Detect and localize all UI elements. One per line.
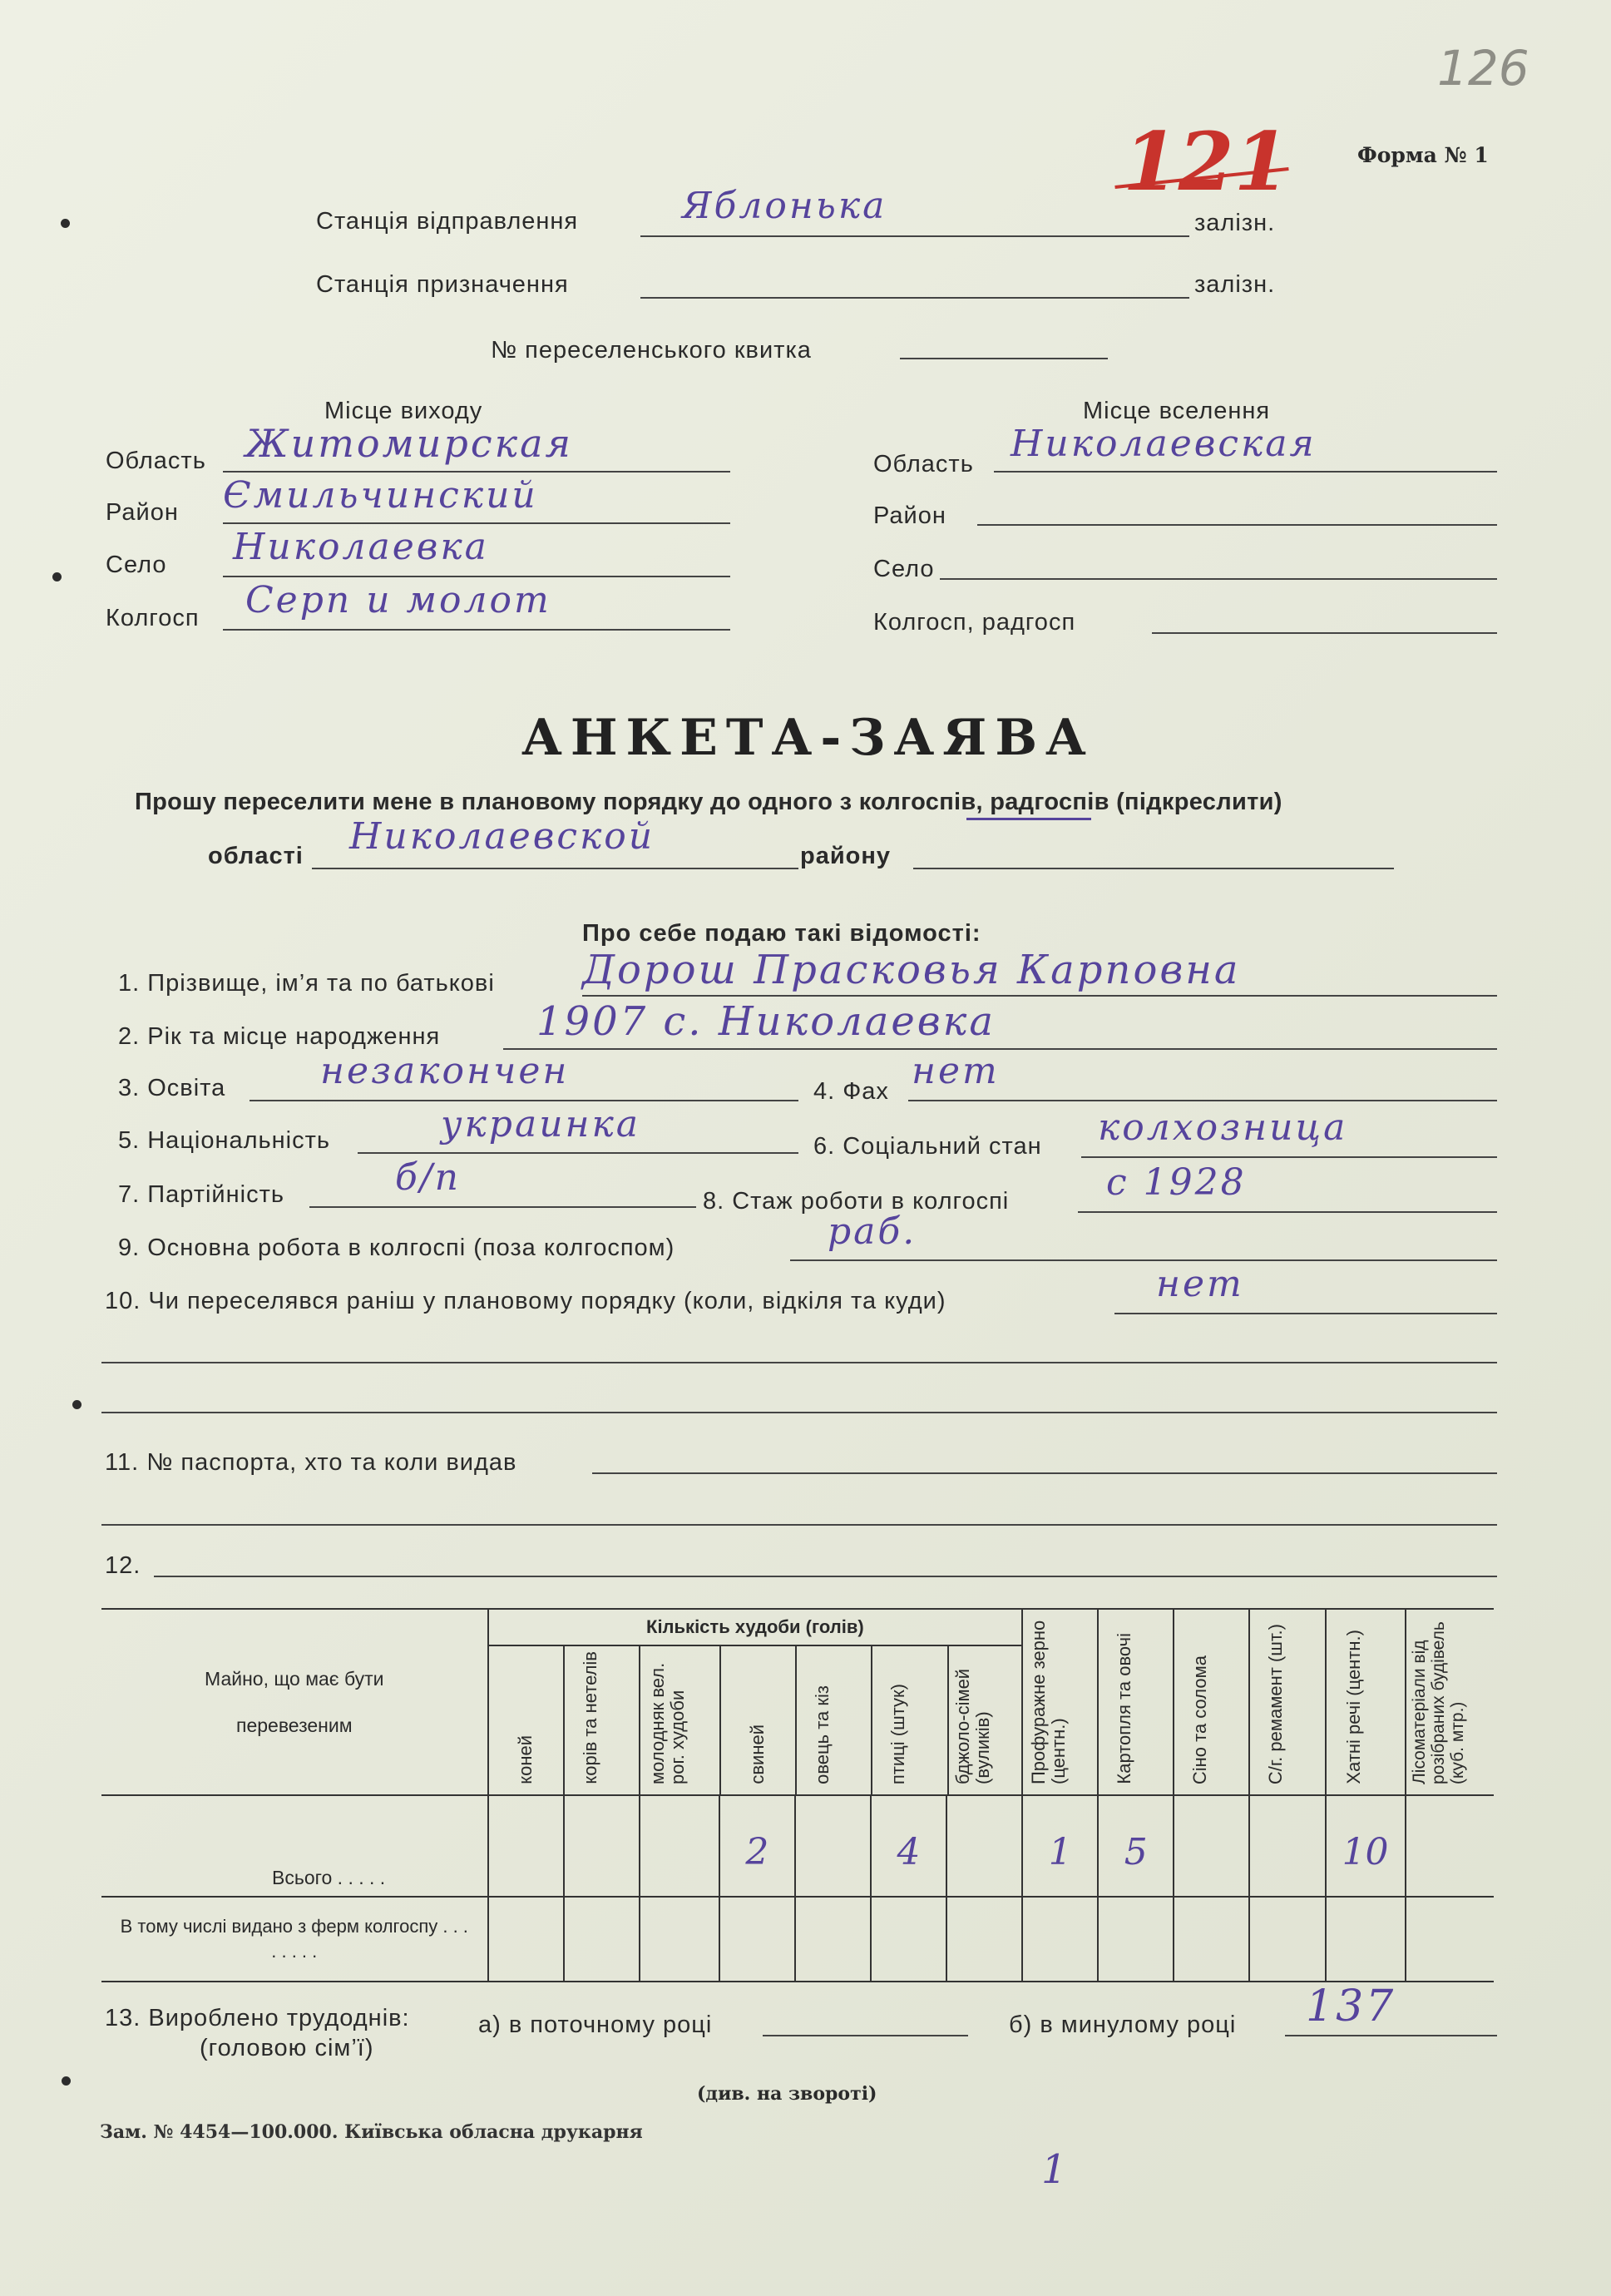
- table-row-total: [101, 1795, 1494, 1897]
- form-title: АНКЕТА-ЗАЯВА: [521, 709, 1095, 767]
- table-cell: [871, 1897, 946, 1982]
- field-6-line: [1081, 1156, 1497, 1158]
- ticket-line: [900, 358, 1108, 359]
- table-cell: [1174, 1795, 1249, 1897]
- ticket-label: № переселенського квитка: [491, 337, 812, 364]
- field-3-label: 3. Освіта: [118, 1075, 226, 1101]
- table-header-row: [101, 1609, 1494, 1795]
- field-6-label: 6. Соціальний стан: [813, 1133, 1042, 1160]
- destination-selo-label: Село: [873, 556, 935, 582]
- station-departure-value: Яблонька: [682, 185, 887, 227]
- table-cell: [1249, 1795, 1325, 1897]
- workdays-past-line: [1285, 2035, 1497, 2036]
- destination-kolhosp-line: [1152, 632, 1497, 634]
- workdays-current-label: а) в поточному році: [478, 2011, 713, 2038]
- field-12-line: [154, 1576, 1497, 1577]
- table-cell: 10: [1326, 1795, 1406, 1897]
- destination-selo-line: [940, 578, 1497, 580]
- field-9-line: [790, 1259, 1497, 1261]
- field-8-value: с 1928: [1106, 1161, 1247, 1204]
- field-5-value: украинка: [441, 1103, 641, 1146]
- field-2-label: 2. Рік та місце народження: [118, 1023, 441, 1050]
- col-header: бджоло-сімей (вуликів): [952, 1668, 994, 1784]
- table-cell: 1: [1022, 1795, 1098, 1897]
- archive-number: 126: [1437, 40, 1529, 96]
- destination-raion-label: Район: [873, 502, 946, 529]
- workdays-current-line: [763, 2035, 968, 2036]
- field-4-label: 4. Фах: [813, 1078, 889, 1105]
- request-oblast-value: Николаевской: [349, 815, 655, 858]
- station-destination-line: [640, 297, 1189, 299]
- destination-heading: Місце вселення: [1083, 398, 1271, 424]
- table-cell: [1406, 1897, 1494, 1982]
- livestock-subheaders: [489, 1646, 1022, 1794]
- col-header: свиней: [721, 1646, 797, 1794]
- col-header: коней: [489, 1646, 565, 1794]
- field-9-label: 9. Основна робота в колгоспі (поза колгоспом): [118, 1235, 675, 1261]
- col-header: овець та кіз: [797, 1646, 872, 1794]
- origin-selo-value: Николаевка: [233, 526, 489, 568]
- table-cell: [946, 1795, 1022, 1897]
- row-header-text: Майно, що має бути перевезеним: [205, 1668, 384, 1736]
- station-departure-line: [640, 235, 1189, 237]
- origin-raion-label: Район: [106, 499, 179, 526]
- field-7-label: 7. Партійність: [118, 1181, 284, 1208]
- request-line: Прошу переселити мене в плановому порядку до одного з колгоспів, радгоспів (підкреслити): [135, 789, 1282, 815]
- origin-heading: Місце виходу: [324, 398, 483, 424]
- request-raion-line: [913, 868, 1394, 869]
- field-10-extra-line: [101, 1362, 1497, 1363]
- row-header-cell: [101, 1609, 488, 1795]
- destination-oblast-value: Николаевская: [1011, 423, 1317, 465]
- table-cell: [564, 1795, 640, 1897]
- origin-raion-line: [223, 522, 730, 524]
- property-table: [101, 1608, 1494, 1982]
- field-6-value: колхозница: [1098, 1106, 1348, 1149]
- field-12-label: 12.: [105, 1552, 141, 1579]
- table-cell: [640, 1897, 719, 1982]
- table-cell: [946, 1897, 1022, 1982]
- livestock-group-label: Кількість худоби (голів): [489, 1610, 1022, 1646]
- destination-oblast-label: Область: [873, 451, 974, 478]
- col-header: Сіно та солома: [1174, 1609, 1249, 1795]
- field-11-label: 11. № паспорта, хто та коли видав: [105, 1449, 517, 1476]
- form-label: Форма № 1: [1357, 143, 1489, 167]
- table-cell: [795, 1795, 871, 1897]
- punch-hole: [62, 2076, 71, 2086]
- workdays-label: 13. Вироблено трудоднів:: [105, 2005, 410, 2031]
- origin-oblast-label: Область: [106, 448, 206, 474]
- table-cell: [719, 1897, 795, 1982]
- farm-label-cell: [101, 1897, 488, 1982]
- field-11-line: [592, 1472, 1497, 1474]
- field-10-extra-line: [101, 1412, 1497, 1413]
- table-cell: [795, 1897, 871, 1982]
- origin-oblast-value: Житомирская: [245, 421, 573, 466]
- table-cell: [1406, 1795, 1494, 1897]
- destination-oblast-line: [994, 471, 1497, 473]
- field-9-value: раб.: [828, 1210, 917, 1253]
- request-oblast-line: [312, 868, 798, 869]
- table-row-farm: [101, 1897, 1494, 1982]
- field-1-value: Дорош Прасковья Карповна: [582, 947, 1241, 993]
- request-oblast-label: області: [208, 843, 304, 869]
- about-heading: Про себе подаю такі відомості:: [582, 920, 981, 947]
- col-header: Картопля та овочі: [1098, 1609, 1174, 1795]
- field-10-value: нет: [1156, 1263, 1244, 1305]
- col-header: Лісоматеріали від розібраних будівель (куб. мтр.): [1406, 1609, 1494, 1795]
- field-10-label: 10. Чи переселявся раніш у плановому порядку (коли, відкіля та куди): [105, 1288, 946, 1314]
- table-cell: [1022, 1897, 1098, 1982]
- table-cell: 4: [871, 1795, 946, 1897]
- field-3-value: незакончен: [320, 1050, 570, 1092]
- col-header: молодняк вел. рог. худоби: [640, 1646, 720, 1794]
- field-4-line: [908, 1100, 1497, 1101]
- origin-selo-label: Село: [106, 552, 167, 578]
- origin-raion-value: Ємильчинский: [223, 474, 538, 517]
- field-1-label: 1. Прізвище, ім’я та по батькові: [118, 970, 495, 997]
- kolhosp-underline-stroke: [966, 818, 1091, 820]
- field-7-value: б/п: [395, 1156, 462, 1199]
- see-reverse-note: (див. на звороті): [697, 2083, 877, 2105]
- workdays-past-value: 137: [1306, 1982, 1396, 2031]
- origin-kolhosp-label: Колгосп: [106, 605, 200, 631]
- col-header: С/г. ремамент (шт.): [1249, 1609, 1325, 1795]
- table-cell: 5: [1098, 1795, 1174, 1897]
- livestock-group-cell: [488, 1609, 1023, 1795]
- printer-note: Зам. № 4454—100.000. Київська обласна друкарня: [100, 2121, 643, 2143]
- field-4-value: нет: [912, 1050, 1000, 1092]
- request-raion-label: району: [800, 843, 892, 869]
- field-5-label: 5. Національність: [118, 1127, 331, 1154]
- field-3-line: [250, 1100, 798, 1101]
- punch-hole: [52, 572, 62, 581]
- field-10-line: [1114, 1313, 1497, 1314]
- table-cell: 2: [719, 1795, 795, 1897]
- field-7-line: [309, 1206, 696, 1208]
- table-cell: [1249, 1897, 1325, 1982]
- table-cell: [1098, 1897, 1174, 1982]
- total-label: Всього . . . . .: [272, 1867, 386, 1888]
- origin-oblast-line: [223, 471, 730, 473]
- field-1-line: [582, 995, 1497, 997]
- origin-kolhosp-line: [223, 629, 730, 631]
- col-header: корів та нетелів: [565, 1646, 640, 1794]
- total-label-cell: [101, 1795, 488, 1897]
- bottom-mark: 1: [1041, 2146, 1070, 2193]
- workdays-sub: (головою сім’ї): [200, 2035, 374, 2061]
- destination-kolhosp-label: Колгосп, радгосп: [873, 609, 1076, 636]
- table-cell: [564, 1897, 640, 1982]
- col-header: Профуражне зерно (центн.): [1022, 1609, 1098, 1795]
- field-8-label: 8. Стаж роботи в колгоспі: [703, 1188, 1010, 1215]
- table-cell: [488, 1795, 564, 1897]
- punch-hole: [61, 219, 70, 228]
- field-5-line: [358, 1152, 798, 1154]
- table-cell: [640, 1795, 719, 1897]
- field-11-extra-line: [101, 1524, 1497, 1526]
- origin-kolhosp-value: Серп и молот: [245, 579, 551, 621]
- field-2-line: [503, 1048, 1497, 1050]
- table-cell: [1174, 1897, 1249, 1982]
- station-departure-suffix: залізн.: [1194, 210, 1276, 236]
- field-2-value: 1907 с. Николаевка: [536, 998, 996, 1045]
- farm-label: В тому числі видано з ферм колгоспу . . . . . . . .: [120, 1916, 468, 1962]
- station-destination-suffix: залізн.: [1194, 271, 1276, 298]
- punch-hole: [72, 1400, 82, 1409]
- table-cell: [1326, 1897, 1406, 1982]
- field-8-line: [1078, 1211, 1497, 1213]
- destination-raion-line: [977, 524, 1497, 526]
- col-header: птиці (штук): [872, 1646, 948, 1794]
- station-departure-label: Станція відправлення: [316, 208, 579, 235]
- col-header: Хатні речі (центн.): [1326, 1609, 1406, 1795]
- station-destination-label-text: Станція призначення: [316, 271, 569, 298]
- table-cell: [488, 1897, 564, 1982]
- origin-selo-line: [223, 576, 730, 577]
- workdays-past-label: б) в минулому році: [1009, 2011, 1237, 2038]
- stamp-number: 121: [1123, 115, 1290, 209]
